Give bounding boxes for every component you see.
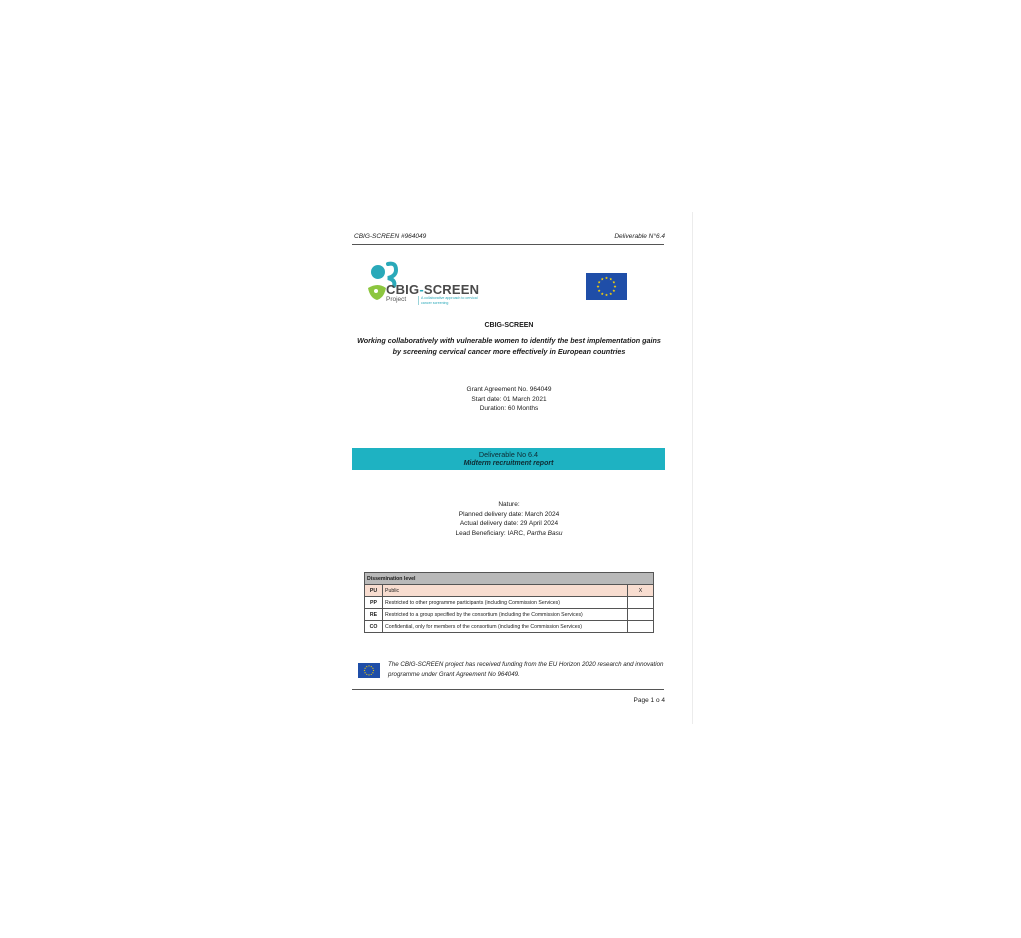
- document-page: [330, 212, 693, 724]
- dissemination-mark: [628, 597, 654, 609]
- eu-flag-small-icon: [358, 663, 380, 678]
- grant-start-date: Start date: 01 March 2021: [471, 395, 547, 403]
- deliverable-number: Deliverable No 6.4: [478, 450, 539, 459]
- lead-beneficiary-label: Lead Beneficiary: IARC,: [455, 529, 525, 537]
- footer-divider: [352, 689, 664, 690]
- logo-wordmark: [386, 282, 479, 297]
- actual-delivery-date: Actual delivery date: 29 April 2024: [459, 520, 559, 527]
- delivery-details: [352, 500, 666, 538]
- nature-label: Nature:: [498, 501, 520, 508]
- dissemination-table: [364, 572, 654, 633]
- planned-delivery-date: Planned delivery date: March 2024: [458, 510, 560, 518]
- logo-tagline: A collaborative approach to cervical cancer screening: [418, 296, 481, 305]
- lead-beneficiary-person: Partha Basu: [526, 529, 563, 537]
- dissemination-code: RE: [365, 609, 383, 621]
- dissemination-mark: [628, 609, 654, 621]
- logo-name-part2: SCREEN: [423, 282, 480, 297]
- table-row: [365, 585, 654, 597]
- dissemination-desc: Confidential, only for members of the consortium (including the Commission Services): [383, 621, 628, 633]
- dissemination-code: PU: [365, 585, 383, 597]
- grant-agreement: Grant Agreement No. 964049: [466, 386, 552, 393]
- dissemination-mark: X: [628, 585, 654, 597]
- logo-name-part1: CBIG: [386, 282, 420, 297]
- dissemination-code: CO: [365, 621, 383, 633]
- header-deliverable-ref: Deliverable N°6.4: [614, 233, 665, 240]
- document-title: CBIG-SCREEN: [484, 322, 534, 329]
- deliverable-banner: [352, 448, 665, 470]
- deliverable-name: Midterm recruitment report: [463, 460, 554, 467]
- header-project-ref: CBIG-SCREEN #964049: [354, 233, 427, 240]
- funding-statement: The CBIG-SCREEN project has received funding from the EU Horizon 2020 research and innovation programme under Grant Agreement No 964049.: [388, 661, 664, 678]
- logo-subtext: Project: [386, 296, 407, 303]
- eu-flag-icon: [586, 273, 627, 300]
- document-subtitle: Working collaboratively with vulnerable women to identify the best implementation gains by screening cervical cancer more effectively in European countries: [357, 336, 661, 356]
- table-row: [365, 609, 654, 621]
- header-divider: [352, 244, 664, 245]
- grant-info: [352, 385, 666, 414]
- dissemination-desc: Public: [383, 585, 628, 597]
- dissemination-desc: Restricted to other programme participants (including Commission Services): [383, 597, 628, 609]
- table-row: [365, 597, 654, 609]
- logo-name-dash: -: [419, 282, 424, 297]
- dissemination-mark: [628, 621, 654, 633]
- page-number: Page 1 o 4: [633, 697, 665, 704]
- dissemination-code: PP: [365, 597, 383, 609]
- grant-duration: Duration: 60 Months: [479, 405, 539, 412]
- lead-beneficiary: [352, 529, 666, 539]
- table-row: [365, 621, 654, 633]
- dissemination-heading: Dissemination level: [365, 573, 654, 585]
- dissemination-desc: Restricted to a group specified by the consortium (including the Commission Services): [383, 609, 628, 621]
